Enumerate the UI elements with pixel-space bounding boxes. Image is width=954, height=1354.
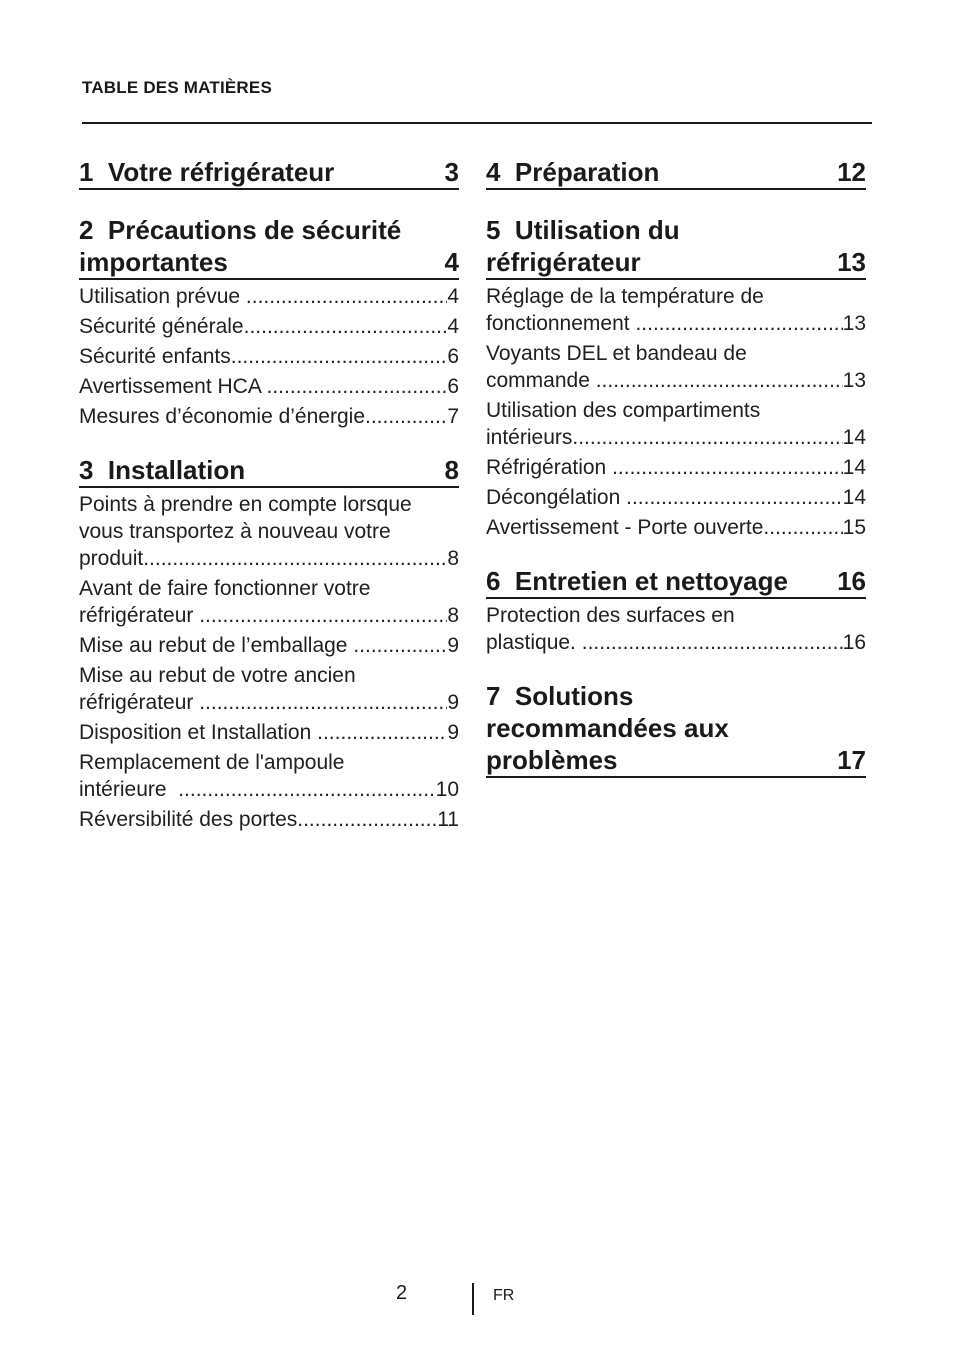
toc-entry-list — [486, 283, 866, 541]
toc-section-page: 16 — [837, 566, 866, 596]
dot-leader — [582, 629, 843, 656]
dot-leader — [763, 514, 842, 541]
toc-entry-page: 7 — [447, 405, 459, 428]
toc-entry[interactable] — [79, 632, 459, 659]
footer-divider — [472, 1283, 474, 1315]
toc-section-number: 2 — [79, 215, 94, 245]
dot-leader — [231, 343, 448, 370]
toc-section — [486, 680, 866, 778]
toc-entry-text: Mise au rebut de l’emballage — [79, 634, 354, 657]
toc-entry-list — [486, 602, 866, 656]
toc-entry-page: 13 — [842, 369, 866, 392]
toc-entry-page: 8 — [447, 547, 459, 570]
dot-leader — [267, 373, 448, 400]
toc-entry[interactable] — [486, 340, 866, 394]
page-header-title: TABLE DES MATIÈRES — [82, 78, 272, 97]
toc-entry-page: 9 — [447, 691, 459, 714]
toc-entry-text: plastique. — [486, 631, 582, 654]
dot-leader — [244, 313, 448, 340]
toc-entry-page: 6 — [447, 375, 459, 398]
toc-section-title-text: Préparation — [514, 157, 660, 187]
toc-section-title — [486, 214, 829, 278]
toc-entry-line: Voyants DEL et bandeau de — [486, 342, 747, 365]
dot-leader — [317, 719, 447, 746]
toc-section — [486, 565, 866, 656]
toc-section-number: 3 — [79, 455, 94, 485]
toc-section — [486, 214, 866, 541]
toc-section-number: 4 — [486, 157, 501, 187]
toc-entry[interactable] — [79, 575, 459, 629]
toc-entry-line: Réglage de la température de — [486, 285, 764, 308]
toc-entry[interactable] — [79, 806, 459, 833]
dot-leader — [297, 806, 437, 833]
toc-entry-list — [79, 283, 459, 430]
toc-section-title-text: Installation — [107, 455, 246, 485]
toc-entry-page: 14 — [842, 456, 866, 479]
toc-entry[interactable] — [79, 719, 459, 746]
toc-section-page: 3 — [444, 157, 459, 187]
toc-section-page: 12 — [837, 157, 866, 187]
toc-entry-text: Sécurité enfants — [79, 345, 231, 368]
dot-leader — [635, 310, 842, 337]
toc-entry-page: 16 — [842, 631, 866, 654]
toc-entry-page: 10 — [435, 778, 459, 801]
toc-entry-text: produit — [79, 547, 144, 570]
toc-section-number: 1 — [79, 157, 94, 187]
toc-entry[interactable] — [79, 313, 459, 340]
toc-entry-line: Points à prendre en compte lorsque — [79, 493, 412, 516]
toc-entry-text: réfrigérateur — [79, 691, 200, 714]
toc-section-page: 8 — [444, 455, 459, 485]
dot-leader — [626, 484, 843, 511]
dot-leader — [246, 283, 447, 310]
toc-entry-text: Avertissement HCA — [79, 375, 267, 398]
toc-entry-page: 8 — [447, 604, 459, 627]
toc-entry-text: commande — [486, 369, 596, 392]
toc-entry-text: Décongélation — [486, 486, 627, 509]
toc-entry-line: Protection des surfaces en — [486, 604, 735, 627]
toc-section — [486, 156, 866, 190]
toc-entry-page: 14 — [842, 426, 866, 449]
toc-entry[interactable] — [79, 491, 459, 572]
toc-section-title — [486, 680, 829, 776]
toc-entry-text: Avertissement - Porte ouverte — [486, 516, 764, 539]
toc-section-number: 7 — [486, 681, 501, 711]
toc-entry-page: 4 — [447, 315, 459, 338]
toc-section-heading[interactable] — [79, 454, 459, 488]
toc-entry-text: Utilisation prévue — [79, 285, 246, 308]
toc-entry-page: 15 — [842, 516, 866, 539]
toc-entry-line: Mise au rebut de votre ancien — [79, 664, 356, 687]
toc-entry[interactable] — [486, 602, 866, 656]
dot-leader — [612, 454, 843, 481]
toc-entry-text: Disposition et Installation — [79, 721, 318, 744]
toc-entry-text: réfrigérateur — [79, 604, 200, 627]
toc-entry-line: Remplacement de l'ampoule — [79, 751, 345, 774]
toc-entry[interactable] — [486, 454, 866, 481]
footer-page-number: 2 — [396, 1282, 408, 1304]
toc-entry-line: vous transportez à nouveau votre — [79, 520, 391, 543]
dot-leader — [365, 403, 447, 430]
toc-section-page: 4 — [444, 247, 459, 277]
toc-entry-text: Mesures d’économie d’énergie — [79, 405, 365, 428]
toc-entry-page: 9 — [447, 721, 459, 744]
toc-entry-list — [79, 491, 459, 833]
toc-section-title-text: Entretien et nettoyage — [514, 566, 788, 596]
toc-column-left — [79, 156, 459, 857]
dot-leader — [178, 776, 435, 803]
toc-entry-page: 6 — [447, 345, 459, 368]
toc-entry-text: Réversibilité des portes — [79, 808, 298, 831]
toc-section-heading[interactable] — [79, 214, 459, 280]
toc-entry-page: 11 — [437, 808, 459, 831]
toc-section-title-text: Précautions de sécurité importantes — [79, 215, 402, 277]
toc-section-title-text: Votre réfrigérateur — [107, 157, 335, 187]
toc-section-title — [486, 565, 829, 597]
toc-section-heading[interactable] — [79, 156, 459, 190]
toc-entry-text: fonctionnement — [486, 312, 636, 335]
toc-entry-text: intérieure — [79, 778, 179, 801]
toc-entry-text: intérieurs — [486, 426, 573, 449]
toc-entry-line: Utilisation des compartiments — [486, 399, 761, 422]
toc-section-title — [79, 454, 437, 486]
toc-entry[interactable] — [79, 403, 459, 430]
toc-section-title-text: Utilisation du réfrigérateur — [486, 215, 680, 277]
dot-leader — [143, 545, 447, 572]
toc-section — [79, 156, 459, 190]
toc-entry[interactable] — [79, 343, 459, 370]
toc-entry[interactable] — [486, 283, 866, 337]
toc-entry[interactable] — [486, 397, 866, 451]
toc-section-title — [79, 214, 437, 278]
toc-entry[interactable] — [79, 662, 459, 716]
toc-entry-text: Sécurité générale — [79, 315, 244, 338]
toc-entry[interactable] — [79, 373, 459, 400]
toc-section-heading[interactable] — [486, 680, 866, 778]
toc-entry-page: 4 — [447, 285, 459, 308]
toc-section-title-text: Solutions recommandées aux problèmes — [486, 681, 729, 775]
toc-section-number: 6 — [486, 566, 501, 596]
toc-entry[interactable] — [79, 749, 459, 803]
toc-entry-text: Réfrigération — [486, 456, 613, 479]
header-divider — [82, 122, 872, 124]
footer-language: FR — [493, 1287, 515, 1304]
dot-leader — [199, 689, 447, 716]
toc-section-page: 17 — [837, 745, 866, 775]
dot-leader — [353, 632, 447, 659]
toc-section-heading[interactable] — [486, 214, 866, 280]
toc-section — [79, 454, 459, 833]
dot-leader — [596, 367, 843, 394]
toc-entry-page: 14 — [842, 486, 866, 509]
toc-entry-page: 9 — [447, 634, 459, 657]
toc-section-title — [79, 156, 437, 188]
toc-section-number: 5 — [486, 215, 501, 245]
dot-leader — [199, 602, 447, 629]
toc-entry-line: Avant de faire fonctionner votre — [79, 577, 371, 600]
toc-section-page: 13 — [837, 247, 866, 277]
toc-entry-page: 13 — [842, 312, 866, 335]
toc-section-heading[interactable] — [486, 156, 866, 190]
toc-entry[interactable] — [486, 484, 866, 511]
toc-entry[interactable] — [486, 514, 866, 541]
toc-entry[interactable] — [79, 283, 459, 310]
toc-section-title — [486, 156, 829, 188]
dot-leader — [572, 424, 842, 451]
toc-section-heading[interactable] — [486, 565, 866, 599]
toc-section — [79, 214, 459, 430]
toc-column-right — [486, 156, 866, 802]
